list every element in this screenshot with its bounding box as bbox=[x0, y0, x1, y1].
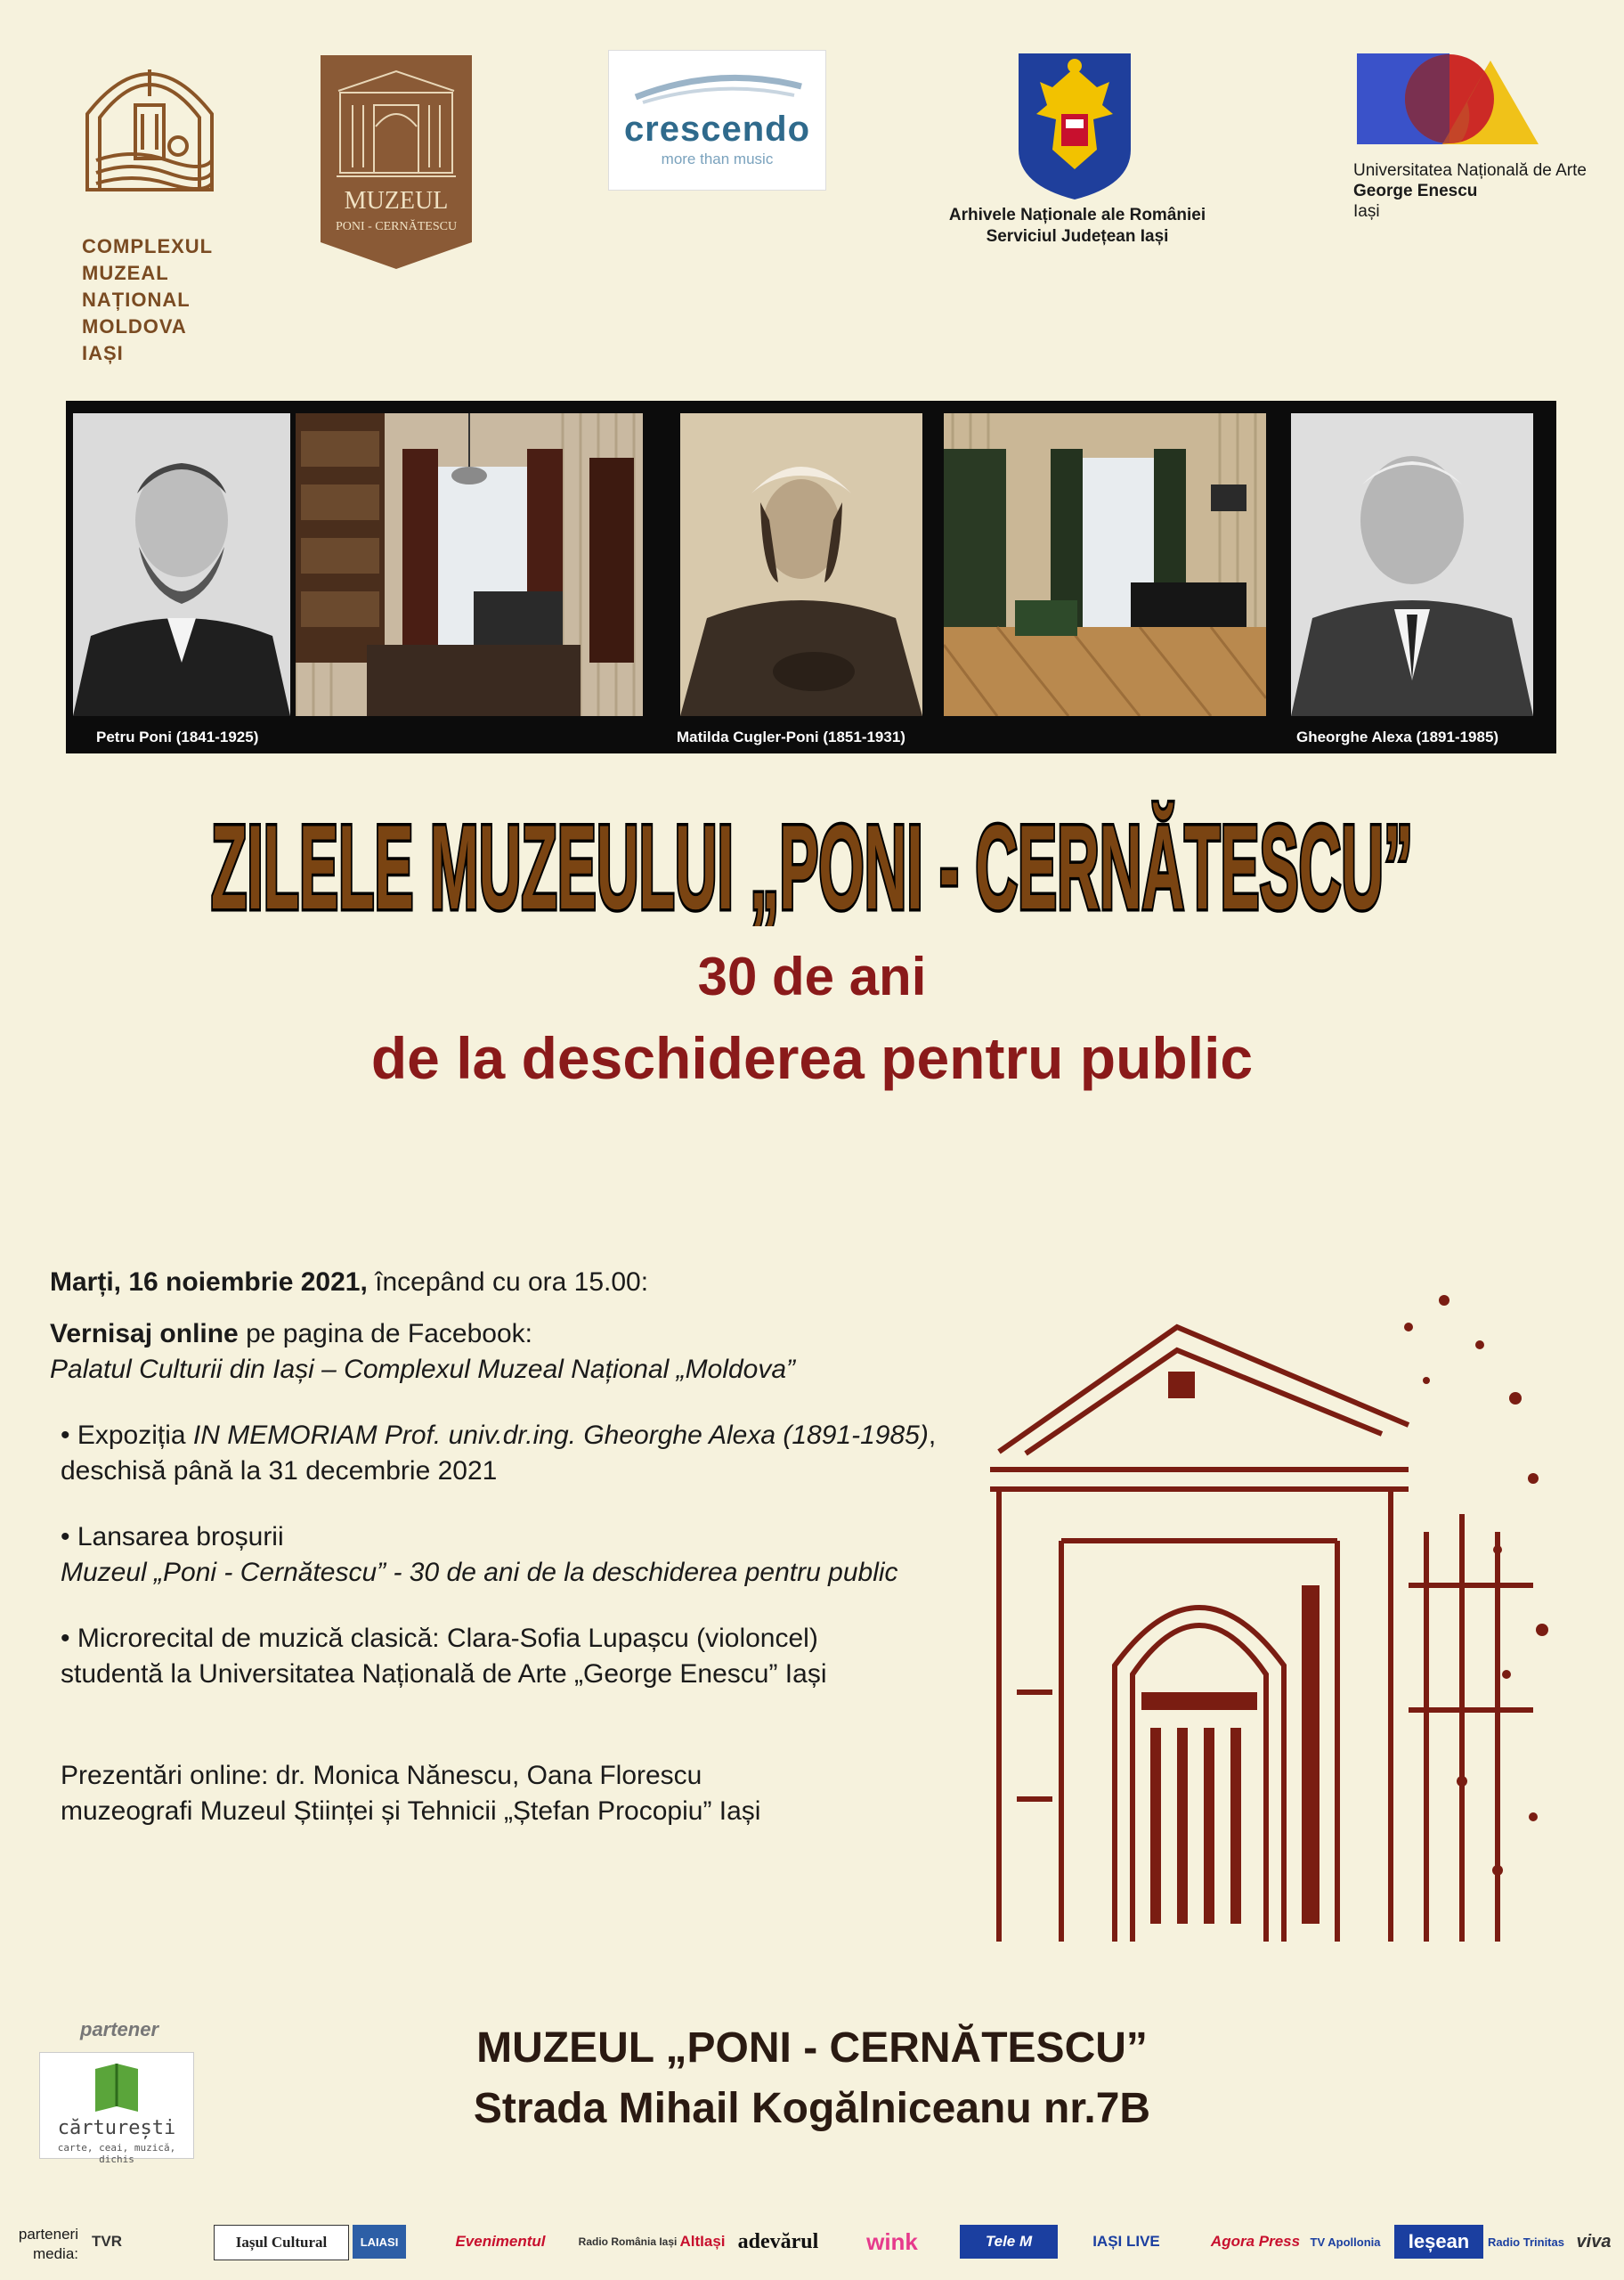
crescendo-swoosh-icon bbox=[634, 70, 803, 106]
item-lansare: • Lansarea broșurii Muzeul „Poni - Cernătescu” - 30 de ani de la deschiderea pentru public bbox=[61, 1522, 898, 1587]
media-logo-adevarul: adevărul bbox=[737, 2229, 819, 2253]
event-title bbox=[0, 784, 1624, 926]
carturesti-name: cărturești bbox=[57, 2117, 176, 2139]
crescendo-tagline: more than music bbox=[661, 151, 774, 167]
media-partners-label: parteneri media: bbox=[18, 2226, 78, 2262]
crescendo-name: crescendo bbox=[623, 110, 811, 149]
media-logo-agora-press: Agora Press bbox=[1210, 2233, 1301, 2250]
media-logo-altiasi: AltIași bbox=[679, 2233, 726, 2250]
caption-gheorghe-alexa: Gheorghe Alexa (1891-1985) bbox=[1296, 729, 1499, 745]
unage-logo bbox=[1357, 53, 1539, 144]
museum-address: Strada Mihail Kogălniceanu nr.7B bbox=[473, 2085, 1151, 2132]
item-expozitie: • Expoziția IN MEMORIAM Prof. univ.dr.ing. Gheorghe Alexa (1891-1985), deschisă până la 31 decembrie 2021 bbox=[61, 1421, 937, 1486]
media-logo-laiasi: LAIASI bbox=[353, 2225, 406, 2259]
media-logo-iasi-live: IAȘI LIVE bbox=[1092, 2233, 1160, 2250]
media-logo-tv-apollonia: TV Apollonia bbox=[1310, 2235, 1381, 2249]
event-details bbox=[50, 1265, 994, 1829]
petru-poni-portrait bbox=[73, 413, 290, 716]
media-partners-strip bbox=[80, 2219, 1620, 2266]
media-logo-tvr: TVR bbox=[92, 2233, 122, 2250]
media-logo-radio-romania-iasi: Radio România Iași bbox=[578, 2235, 678, 2248]
crescendo-logo bbox=[608, 50, 826, 191]
vernisaj-line: Vernisaj online pe pagina de Facebook: bbox=[50, 1319, 532, 1348]
romania-coat-of-arms-icon bbox=[1017, 52, 1133, 201]
media-logo-viva: viva bbox=[1576, 2231, 1612, 2252]
gheorghe-alexa-portrait bbox=[1291, 413, 1533, 716]
media-logo-wink: wink bbox=[866, 2227, 918, 2255]
facebook-page: Palatul Culturii din Iași – Complexul Muzeal Național „Moldova” bbox=[50, 1355, 796, 1384]
poni-logo-name: MUZEUL bbox=[344, 187, 449, 215]
museum-interior-study bbox=[296, 413, 643, 716]
photo-strip bbox=[66, 401, 1556, 753]
media-logo-tele-m: Tele M bbox=[960, 2225, 1058, 2259]
museum-interior-salon bbox=[944, 413, 1266, 716]
poni-logo-sub: PONI - CERNĂTESCU bbox=[335, 220, 458, 233]
unage-name: Universitatea Națională de Arte George Enescu Iași bbox=[1353, 161, 1587, 221]
matilda-cugler-poni-portrait bbox=[680, 413, 922, 716]
subtitle-opening: de la deschiderea pentru public bbox=[370, 1025, 1254, 1091]
caption-matilda-cugler-poni: Matilda Cugler-Poni (1851-1931) bbox=[677, 729, 905, 745]
caption-petru-poni: Petru Poni (1841-1925) bbox=[96, 729, 259, 745]
museum-name: MUZEUL „PONI - CERNĂTESCU” bbox=[476, 2024, 1148, 2072]
cmnm-name: COMPLEXUL MUZEAL NAȚIONAL MOLDOVA IAȘI bbox=[82, 235, 214, 364]
partner-label: partener bbox=[80, 2018, 159, 2040]
cmnm-logo bbox=[78, 43, 221, 194]
item-microrecital: • Microrecital de muzică clasică: Clara-Sofia Lupașcu (violoncel) studentă la Universitatea Națională de Arte „George Enescu” Iași bbox=[61, 1624, 827, 1689]
media-logo-radio-trinitas: Radio Trinitas bbox=[1488, 2235, 1564, 2249]
arhive-name: Arhivele Naționale ale României Serviciul Județean Iași bbox=[948, 206, 1206, 246]
presenters: Prezentări online: dr. Monica Nănescu, Oana Florescu muzeografi Muzeul Științei și Tehnicii „Ștefan Procopiu” Iași bbox=[61, 1761, 761, 1826]
media-logo-iasul-cultural: Iașul Cultural bbox=[214, 2225, 349, 2260]
poni-museum-logo bbox=[321, 55, 472, 269]
carturesti-tagline: carte, ceai, muzică, dichis bbox=[57, 2142, 176, 2165]
museum-building-sketch bbox=[963, 1247, 1569, 1942]
subtitle-years: 30 de ani bbox=[697, 947, 927, 1006]
event-date: Marți, 16 noiembrie 2021, începând cu ora 15.00: bbox=[50, 1267, 649, 1297]
media-logo-iesean: Ieșean bbox=[1394, 2225, 1483, 2259]
event-title-text: ZILELE MUZEULUI „PONI - CERNĂTESCU” bbox=[211, 800, 1414, 926]
media-logo-evenimentul: Evenimentul bbox=[455, 2233, 546, 2250]
